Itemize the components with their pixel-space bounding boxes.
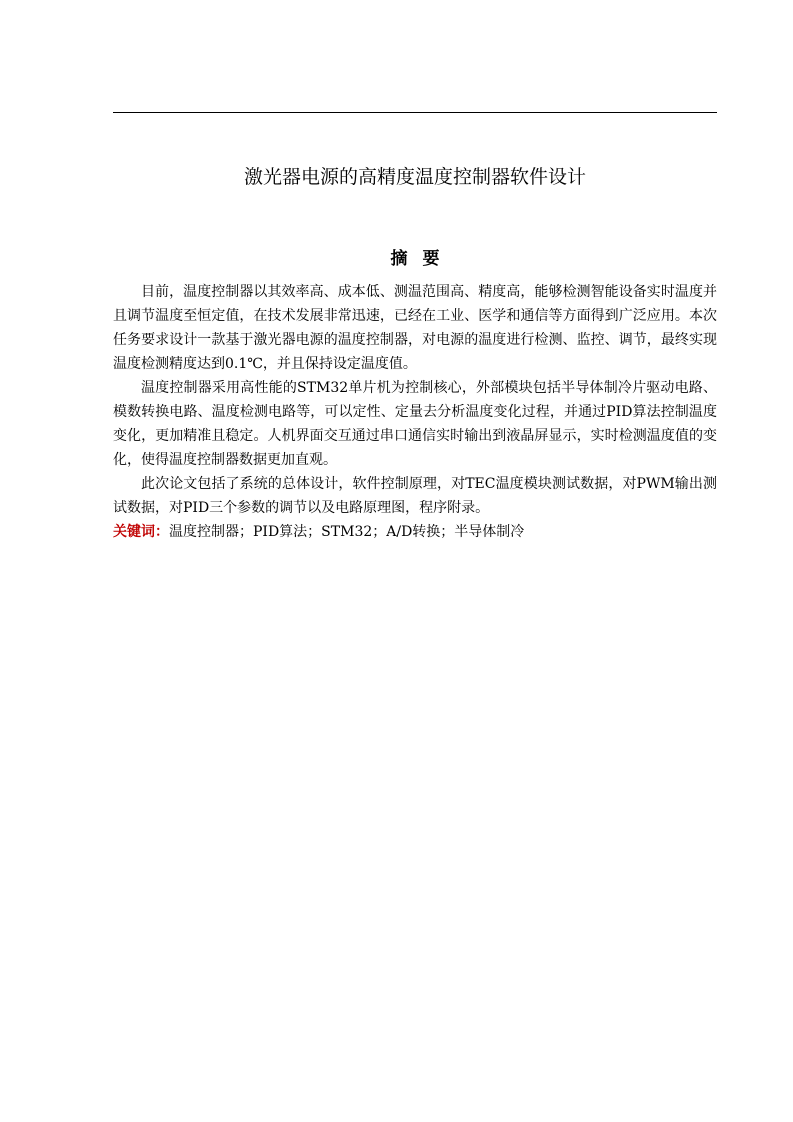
header-rule bbox=[113, 112, 717, 113]
document-title: 激光器电源的高精度温度控制器软件设计 bbox=[243, 166, 586, 188]
abstract-paragraph-3: 此次论文包括了系统的总体设计，软件控制原理，对TEC温度模块测试数据，对PWM输出测试数据，对PID三个参数的调节以及电路原理图，程序附录。 bbox=[113, 476, 717, 516]
keywords-text: 温度控制器；PID算法；STM32；A/D转换；半导体制冷 bbox=[169, 524, 525, 540]
abstract-paragraph-2: 温度控制器采用高性能的STM32单片机为控制核心，外部模块包括半导体制冷片驱动电路、模数转换电路、温度检测电路等，可以定性、定量去分析温度变化过程，并通过PID算法控制温度变化，更加精准且稳定。人机界面交互通过串口通信实时输出到液晶屏显示，实时检测温度值的变化，使得温度控制器数据更加直观。 bbox=[113, 380, 717, 468]
keywords-line bbox=[113, 520, 717, 544]
keywords-label: 关键词： bbox=[113, 524, 169, 540]
abstract-body bbox=[113, 280, 717, 544]
abstract-heading: 摘要 bbox=[390, 249, 455, 269]
abstract-paragraph-1: 目前，温度控制器以其效率高、成本低、测温范围高、精度高，能够检测智能设备实时温度并且调节温度至恒定值，在技术发展非常迅速，已经在工业、医学和通信等方面得到广泛应用。本次任务要求设计一款基于激光器电源的温度控制器，对电源的温度进行检测、监控、调节，最终实现温度检测精度达到0.1℃，并且保持设定温度值。 bbox=[113, 284, 717, 372]
